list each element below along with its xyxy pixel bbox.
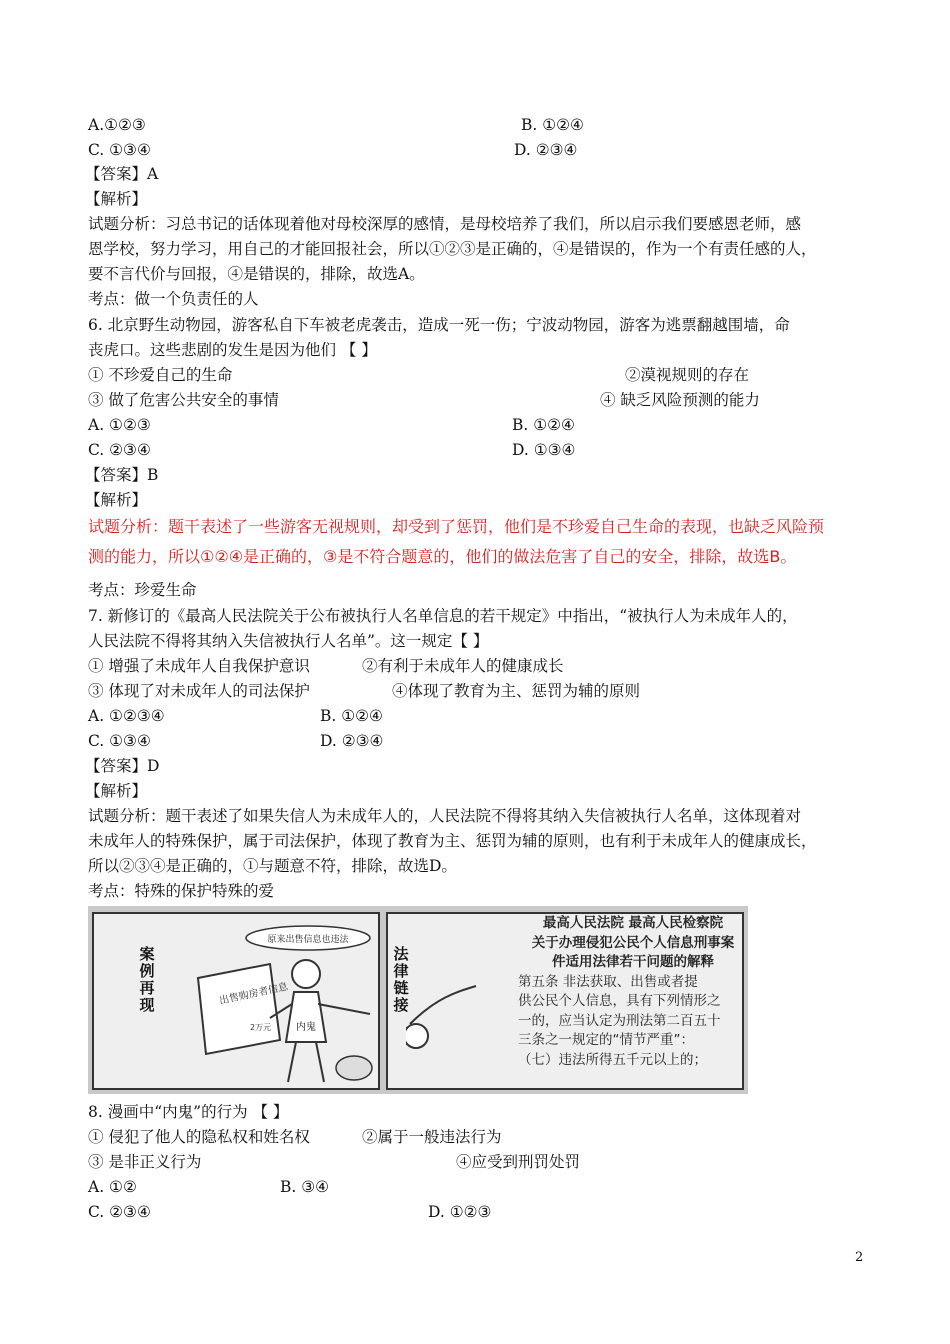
q8-statement: ③ 是非正义行为 [88, 1153, 202, 1171]
q8-option-c: C. ②③④ [88, 1203, 151, 1221]
speech-bubble-text: 原来出售信息也违法 [267, 935, 349, 945]
q7-statement: ③ 体现了对未成年人的司法保护 [88, 682, 310, 700]
q6-analysis-label: 【解析】 [85, 491, 148, 509]
law-line: 一的，应当认定为刑法第二百五十 [518, 1012, 721, 1029]
page-number: 2 [855, 1250, 864, 1265]
q7-option-b: B. ①②④ [320, 707, 383, 725]
q6-statement: ① 不珍爱自己的生命 [88, 366, 233, 384]
q6-option-c: C. ②③④ [88, 441, 151, 459]
q6-option-d: D. ①③④ [512, 441, 576, 459]
hand-icon [406, 928, 506, 1058]
q8-statement: ④应受到刑罚处罚 [456, 1153, 581, 1171]
law-tag: 法律链接 [393, 945, 409, 1014]
law-line: （七）违法所得五千元以上的； [518, 1051, 707, 1068]
cartoon-figure [158, 912, 388, 1092]
cartoon-image [88, 906, 748, 1094]
q5-option-c: C. ①③④ [88, 141, 151, 159]
q6-option-b: B. ①②④ [512, 416, 575, 434]
q6-statement: ③ 做了危害公共安全的事情 [88, 391, 279, 409]
folder-text: 出售购房者信息 [218, 981, 290, 1007]
q5-option-d: D. ②③④ [514, 141, 578, 159]
q6-statement: ④ 缺乏风险预测的能力 [600, 391, 760, 409]
q5-analysis-line: 试题分析：习总书记的话体现着他对母校深厚的感情，是母校培养了我们，所以启示我们要感恩老师，感 [88, 215, 802, 233]
law-title: 关于办理侵犯公民个人信息刑事案 [531, 934, 735, 951]
q5-option-b: B. ①②④ [521, 116, 584, 134]
q5-option-a: A.①②③ [88, 116, 146, 134]
q7-answer: 【答案】D [85, 757, 160, 775]
q7-analysis-line: 未成年人的特殊保护，属于司法保护，体现了教育为主、惩罚为辅的原则，也有利于未成年人的健康成长， [88, 832, 817, 850]
law-line: 供公民个人信息，具有下列情形之 [518, 993, 721, 1009]
q6-stem: 6. 北京野生动物园，游客私自下车被老虎袭击，造成一死一伤；宁波动物园，游客为逃票翻越围墙，命 [88, 316, 790, 334]
law-text [518, 914, 748, 1070]
q7-statement: ②有利于未成年人的健康成长 [362, 657, 564, 675]
q6-statement: ②漠视规则的存在 [625, 366, 750, 384]
folder-tab-text: 2万元 [250, 1023, 272, 1032]
q5-answer: 【答案】A [85, 165, 159, 183]
q5-analysis-label: 【解析】 [85, 190, 148, 208]
q5-analysis-line: 要不言代价与回报，④是错误的，排除，故选A。 [88, 265, 425, 283]
law-title: 最高人民法院 最高人民检察院 [542, 915, 724, 931]
q8-stem: 8. 漫画中“内鬼”的行为 【 】 [88, 1103, 289, 1121]
q6-knowledge-point: 考点：珍爱生命 [88, 581, 197, 599]
q7-option-d: D. ②③④ [320, 732, 384, 750]
q7-analysis-line: 所以②③④是正确的，①与题意不符，排除，故选D。 [88, 857, 457, 875]
law-line: 三条之一规定的“情节严重”： [518, 1032, 694, 1048]
q5-knowledge-point: 考点：做一个负责任的人 [88, 290, 259, 308]
q6-option-a: A. ①②③ [88, 416, 151, 434]
q7-knowledge-point: 考点：特殊的保护特殊的爱 [88, 882, 275, 900]
q8-statement: ① 侵犯了他人的隐私权和姓名权 [88, 1128, 310, 1146]
q7-analysis-label: 【解析】 [85, 782, 148, 800]
q8-option-a: A. ①② [88, 1178, 137, 1196]
q7-option-a: A. ①②③④ [88, 707, 165, 725]
q8-option-b: B. ③④ [280, 1178, 330, 1196]
q6-stem: 丧虎口。这些悲剧的发生是因为他们 【 】 [88, 341, 377, 359]
law-line: 第五条 非法获取、出售或者提 [518, 973, 698, 990]
q7-statement: ① 增强了未成年人自我保护意识 [88, 657, 310, 675]
q5-analysis-line: 恩学校，努力学习，用自己的才能回报社会，所以①②③是正确的，④是错误的，作为一个有责任感的人， [88, 240, 817, 258]
q7-option-c: C. ①③④ [88, 732, 151, 750]
q8-statement: ②属于一般违法行为 [362, 1128, 502, 1146]
q7-stem: 7. 新修订的《最高人民法院关于公布被执行人名单信息的若干规定》中指出，“被执行人为未成年人的， [88, 607, 798, 625]
q6-answer: 【答案】B [85, 466, 159, 484]
q8-option-d: D. ①②③ [428, 1203, 492, 1221]
law-title: 件适用法律若干问题的解释 [552, 954, 714, 970]
q7-statement: ④体现了教育为主、惩罚为辅的原则 [392, 682, 641, 700]
q6-analysis-line: 测的能力，所以①②④是正确的，③是不符合题意的，他们的做法危害了自己的安全，排除，故选B。 [88, 547, 797, 566]
figure-label: 内鬼 [296, 1022, 316, 1033]
q7-analysis-line: 试题分析：题干表述了如果失信人为未成年人的，人民法院不得将其纳入失信被执行人名单，这体现着对 [88, 807, 802, 825]
case-tag: 案例再现 [139, 945, 155, 1014]
q7-stem: 人民法院不得将其纳入失信被执行人名单”。这一规定【 】 [88, 632, 489, 650]
q6-analysis-line: 试题分析：题干表述了一些游客无视规则，却受到了惩罚，他们是不珍爱自己生命的表现，也缺乏风险预 [88, 517, 825, 536]
